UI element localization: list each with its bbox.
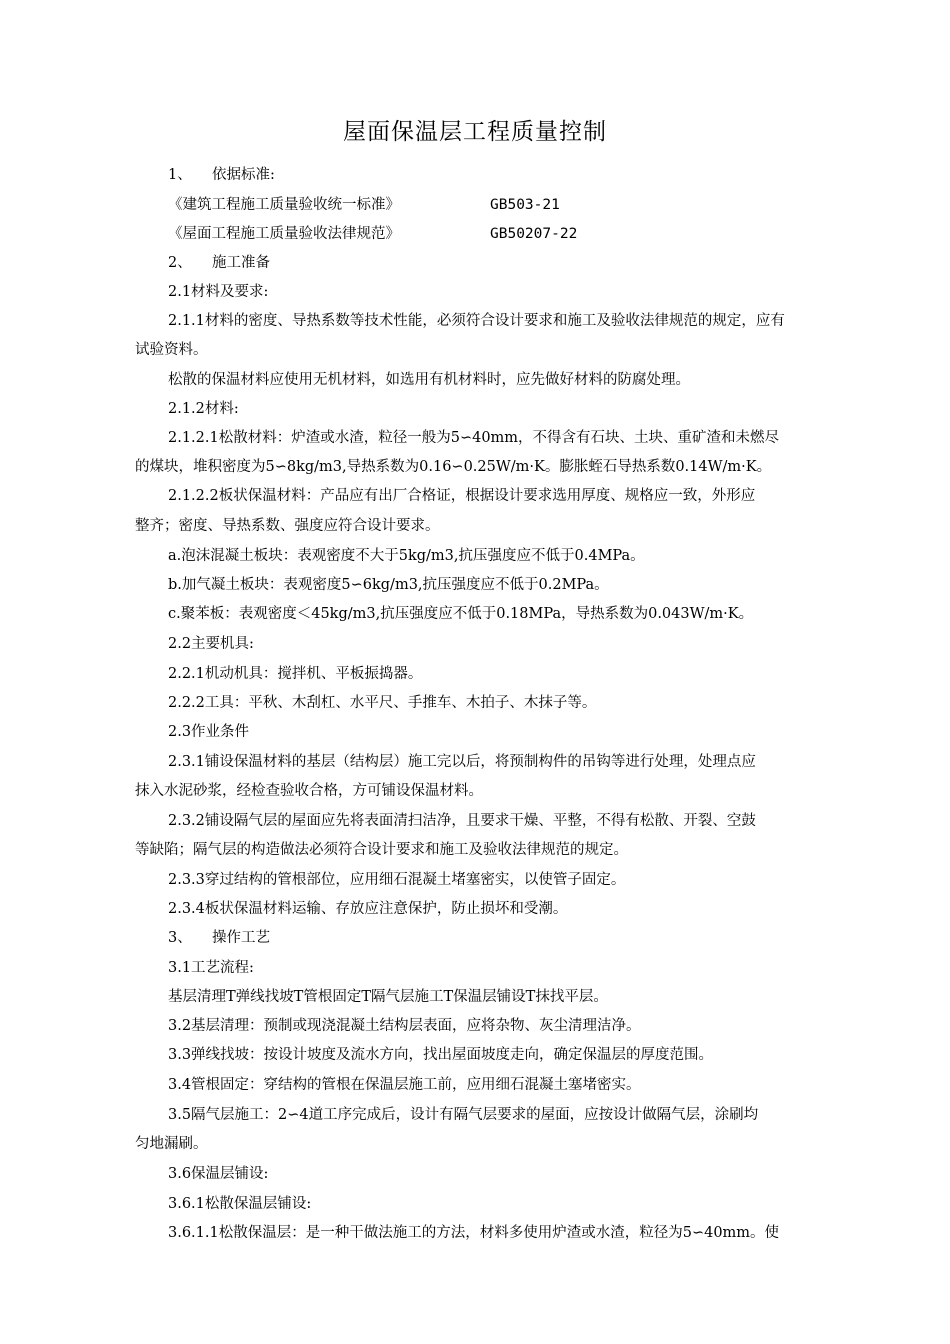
section-heading: 依据标准:	[212, 167, 275, 183]
text-line: 抹入水泥砂浆，经检查验收合格，方可铺设保温材料。	[135, 783, 483, 799]
text-line: 3.3弹线找坡：按设计坡度及流水方向，找出屋面坡度走向，确定保温层的厚度范围。	[168, 1047, 714, 1063]
text-line: 3.5隔气层施工：2∽4道工序完成后，设计有隔气层要求的屋面，应按设计做隔气层，涂刷均	[168, 1107, 759, 1123]
text-line: 2.1材料及要求:	[168, 284, 269, 300]
text-line: 2.2.1机动机具：搅拌机、平板振捣器。	[168, 666, 423, 682]
standard-code: GB503-21	[490, 197, 560, 213]
document-title: 屋面保温层工程质量控制	[343, 119, 607, 145]
text-line: 3.6保温层铺设:	[168, 1166, 269, 1182]
text-line: 2.3作业条件	[168, 724, 250, 740]
section-number: 1、	[168, 167, 192, 183]
text-line: 《屋面工程施工质量验收法律规范》	[168, 226, 400, 242]
text-line: 松散的保温材料应使用无机材料，如选用有机材料时，应先做好材料的防腐处理。	[168, 372, 690, 388]
section-heading: 施工准备	[212, 255, 270, 271]
text-line: a.泡沫混凝土板块：表观密度不大于5kg/m3,抗压强度应不低于0.4MPa。	[168, 548, 645, 564]
text-line: 的煤块，堆积密度为5∽8kg/m3,导热系数为0.16∽0.25W/m·K。膨胀蛭石导热系数0.14W/m·K。	[135, 459, 772, 475]
text-line: 《建筑工程施工质量验收统一标准》	[168, 197, 400, 213]
section-heading: 操作工艺	[212, 930, 270, 946]
text-line: 2.1.2材料:	[168, 401, 239, 417]
text-line: 3.1工艺流程:	[168, 960, 254, 976]
text-line: 2.1.2.2板状保温材料：产品应有出厂合格证，根据设计要求选用厚度、规格应一致，外形应	[168, 488, 756, 504]
section-number: 3、	[168, 930, 192, 946]
text-line: 2.2.2工具：平秋、木刮杠、水平尺、手推车、木拍子、木抹子等。	[168, 695, 597, 711]
text-line: 2.3.1铺设保温材料的基层（结构层）施工完以后，将预制构件的吊钩等进行处理，处理点应	[168, 754, 756, 770]
text-line: 2.1.2.1松散材料：炉渣或水渣，粒径一般为5∽40mm，不得含有石块、土块、重矿渣和未燃尽	[168, 430, 780, 446]
section-number: 2、	[168, 255, 192, 271]
text-line: 2.3.4板状保温材料运输、存放应注意保护，防止损坏和受潮。	[168, 901, 568, 917]
text-line: 2.3.3穿过结构的管根部位，应用细石混凝土堵塞密实，以使管子固定。	[168, 872, 626, 888]
text-line: 2.1.1材料的密度、导热系数等技术性能，必须符合设计要求和施工及验收法律规范的规定，应有	[168, 313, 785, 329]
text-line: 3.4管根固定：穿结构的管根在保温层施工前，应用细石混凝土塞堵密实。	[168, 1077, 641, 1093]
text-line: 2.2主要机具:	[168, 636, 254, 652]
text-line: 2.3.2铺设隔气层的屋面应先将表面清扫洁净，且要求干燥、平整，不得有松散、开裂、空鼓	[168, 813, 756, 829]
text-line: 3.6.1.1松散保温层：是一种干做法施工的方法，材料多使用炉渣或水渣，粒径为5∽40mm。使	[168, 1225, 780, 1241]
text-line: 3.6.1松散保温层铺设:	[168, 1196, 312, 1212]
standard-code: GB50207-22	[490, 226, 578, 242]
text-line: 等缺陷；隔气层的构造做法必须符合设计要求和施工及验收法律规范的规定。	[135, 842, 628, 858]
text-line: 匀地漏刷。	[135, 1136, 208, 1152]
text-line: 试验资料。	[135, 342, 208, 358]
text-line: 基层清理T弹线找坡T管根固定T隔气层施工T保温层铺设T抹找平层。	[168, 989, 608, 1005]
text-line: 整齐；密度、导热系数、强度应符合设计要求。	[135, 518, 440, 534]
text-line: b.加气凝土板块：表观密度5∽6kg/m3,抗压强度应不低于0.2MPa。	[168, 577, 609, 593]
text-line: c.聚苯板：表观密度＜45kg/m3,抗压强度应不低于0.18MPa，导热系数为0.043W/m·K。	[168, 606, 754, 622]
text-line: 3.2基层清理：预制或现浇混凝土结构层表面，应将杂物、灰尘清理洁净。	[168, 1018, 641, 1034]
